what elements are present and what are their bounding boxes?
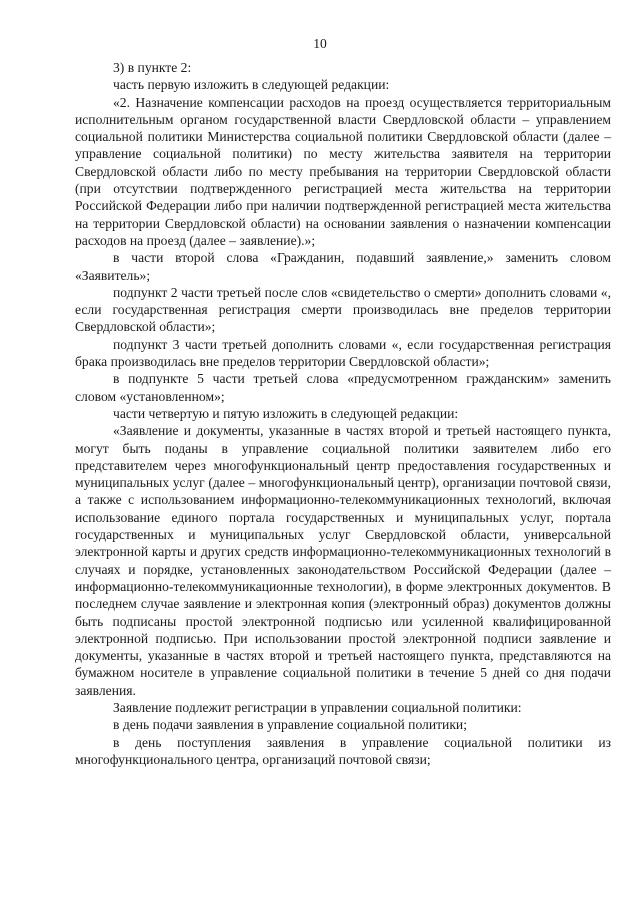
paragraph: «2. Назначение компенсации расходов на проезд осуществляется территориальным исполнительным органом государственной власти Свердловской области – управлением социальной политики Министерства социальной политики Свердловской области (далее – управление социальной политики) по месту жительства заявителя на территории Свердловской области либо по месту пребывания на территории Свердловской области (при отсутствии подтвержденного регистрацией места жительства на территории Российской Федерации либо при наличии подтвержденной регистрацией места жительства на территории Свердловской области) на основании заявления о назначении компенсации расходов на проезд (далее – заявление).»; bbox=[75, 94, 611, 248]
paragraph: в подпункте 5 части третьей слова «предусмотренном гражданским» заменить словом «установленном»; bbox=[75, 371, 611, 404]
paragraph: в части второй слова «Гражданин, подавший заявление,» заменить словом «Заявитель»; bbox=[75, 250, 611, 283]
paragraph: 3) в пункте 2: bbox=[113, 60, 192, 75]
document-body bbox=[75, 59, 611, 768]
paragraph: часть первую изложить в следующей редакции: bbox=[113, 77, 390, 93]
paragraph: «Заявление и документы, указанные в частях второй и третьей настоящего пункта, могут быть поданы в управление социальной политики заявителем либо его представителем через многофункциональный центр предоставления государственных и муниципальных услуг (далее – многофункциональный центр), организации почтовой связи, а также с использованием информационно-телекоммуникационных технологий, включая использование единого портала государственных и муниципальных услуг, портала государственных и муниципальных услуг Свердловской области, универсальной электронной карты и других средств информационно-телекоммуникационных технологий в случаях и порядке, установленных законодательством Российской Федерации (далее – информационно-телекоммуникационные технологии), в форме электронных документов. В последнем случае заявление и электронная копия (электронный образ) документов должны быть подписаны простой электронной подписью или усиленной квалифицированной электронной подписью. При использовании простой электронной подписи заявление и документы, указанные в частях второй и третьей настоящего пункта, представляются на бумажном носителе в управление социальной политики в течение 5 дней со дня подачи заявления. bbox=[75, 423, 611, 698]
page-number: 10 bbox=[313, 36, 327, 51]
paragraph: в день подачи заявления в управление социальной политики; bbox=[113, 717, 467, 733]
paragraph: части четвертую и пятую изложить в следующей редакции: bbox=[113, 405, 459, 421]
paragraph: Заявление подлежит регистрации в управлении социальной политики: bbox=[113, 699, 522, 715]
paragraph: подпункт 2 части третьей после слов «свидетельство о смерти» дополнить словами «, если государственная регистрация смерти производилась вне пределов территории Свердловской области»; bbox=[75, 284, 611, 335]
paragraph: подпункт 3 части третьей дополнить словами «, если государственная регистрация брака производилась вне пределов территории Свердловской области»; bbox=[75, 336, 611, 370]
paragraph: в день поступления заявления в управление социальной политики из многофункционального центра, организаций почтовой связи; bbox=[75, 734, 611, 767]
